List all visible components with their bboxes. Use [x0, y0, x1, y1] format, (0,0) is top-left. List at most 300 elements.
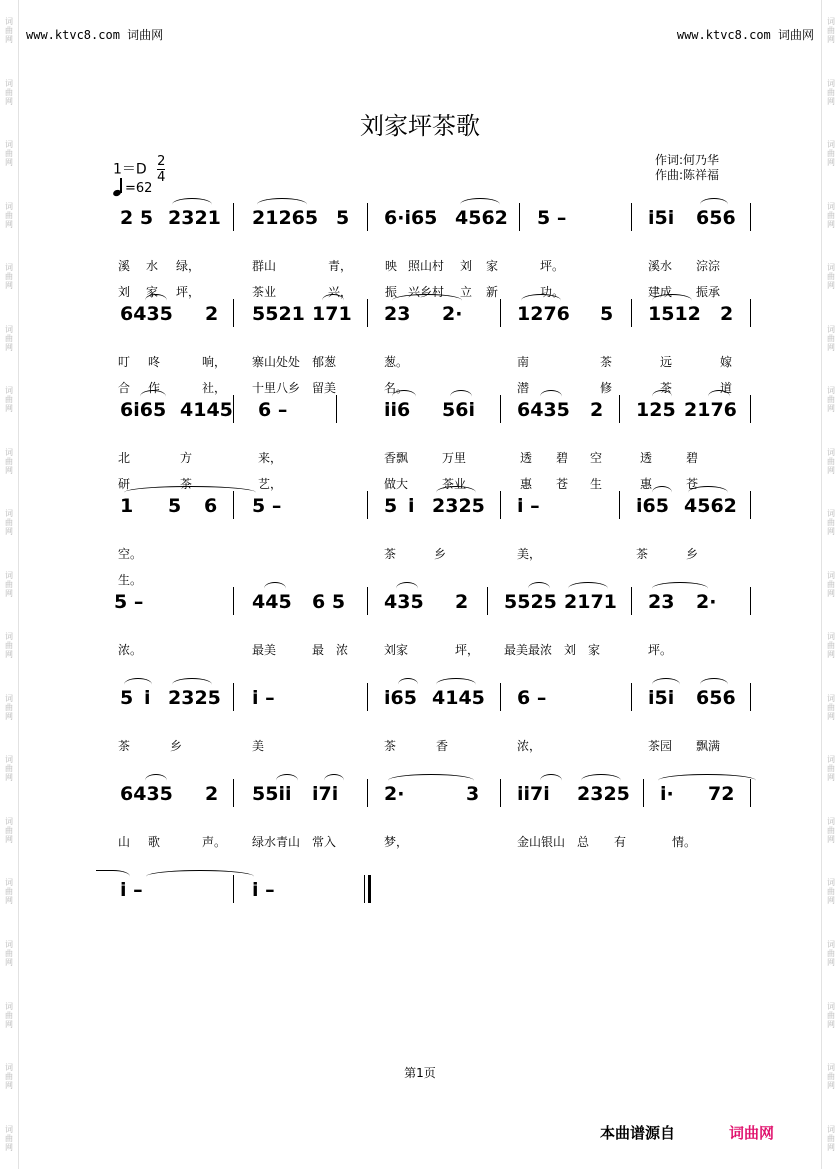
slur	[708, 390, 730, 403]
side-watermark: 词曲网	[4, 17, 14, 45]
barline	[750, 299, 751, 327]
lyric: 茶	[384, 547, 397, 561]
barline	[619, 491, 620, 519]
lyric: 美	[252, 739, 265, 753]
note-group: 2	[455, 591, 469, 613]
lyric: 碧	[686, 451, 699, 465]
lyric: 坪，	[455, 643, 480, 657]
lyric: 茶	[636, 547, 649, 561]
note-group: 2325	[577, 783, 630, 805]
side-watermark: 词曲网	[826, 693, 836, 721]
side-watermark: 词曲网	[4, 386, 14, 414]
note-group: i –	[252, 687, 275, 709]
lyric: 照山村	[408, 259, 445, 273]
side-watermark: 词曲网	[4, 78, 14, 106]
lyric: 刘家	[384, 643, 409, 657]
note-group: 2	[205, 303, 219, 325]
side-watermark: 词曲网	[826, 263, 836, 291]
note-group: 435	[384, 591, 424, 613]
slur	[398, 678, 418, 691]
barline	[631, 683, 632, 711]
note-group: 23	[648, 591, 675, 613]
note-group: i –	[252, 879, 275, 901]
side-watermark: 词曲网	[4, 509, 14, 537]
lyric: 茶园	[648, 739, 673, 753]
note-group: 55ii	[252, 783, 292, 805]
note-group: 445	[252, 591, 292, 613]
note-group: 6435	[120, 783, 173, 805]
lyric: 方	[180, 451, 193, 465]
note-group: 5	[600, 303, 614, 325]
side-watermark: 词曲网	[826, 939, 836, 967]
slur	[172, 678, 212, 691]
score-row	[0, 773, 840, 883]
score-row	[0, 485, 840, 595]
note-group: i	[144, 687, 151, 709]
side-watermark: 词曲网	[4, 939, 14, 967]
lyric: 苍	[686, 477, 699, 491]
lyric: 响，	[202, 355, 227, 369]
lyric: 茶	[180, 477, 193, 491]
barline	[233, 491, 234, 519]
lyric: 最美最浓	[504, 643, 553, 657]
note-group: i5i	[648, 207, 675, 229]
barline	[233, 203, 234, 231]
barline	[367, 683, 368, 711]
side-watermark: 词曲网	[826, 386, 836, 414]
score-row	[0, 581, 840, 691]
side-watermark: 词曲网	[826, 201, 836, 229]
lyric: 绿水青山	[252, 835, 301, 849]
barline	[750, 491, 751, 519]
note-group: 1	[120, 495, 134, 517]
note-group: 1276	[517, 303, 570, 325]
note-group: i·	[660, 783, 674, 805]
side-watermark: 词曲网	[4, 693, 14, 721]
source-credit	[600, 1122, 774, 1143]
note-group: 656	[696, 207, 736, 229]
lyric: 歌	[148, 835, 161, 849]
lyric: 研	[118, 477, 131, 491]
key-label: 1＝D	[113, 161, 147, 178]
lyric: 溪	[118, 259, 131, 273]
barline	[631, 299, 632, 327]
note-group: 56i	[442, 399, 475, 421]
side-watermark: 词曲网	[826, 1001, 836, 1029]
score-row	[0, 677, 840, 787]
tempo-marking	[113, 178, 152, 196]
note-group: 5521	[252, 303, 305, 325]
slur	[324, 774, 344, 787]
barline	[500, 395, 501, 423]
lyric: 叮	[118, 355, 131, 369]
lyric: 寨山处处	[252, 355, 301, 369]
note-group: 2	[590, 399, 604, 421]
note-group: 2325	[168, 687, 221, 709]
lyric: 常入	[312, 835, 337, 849]
note-group: i5i	[648, 687, 675, 709]
lyric: 有	[614, 835, 627, 849]
note-group: 23	[384, 303, 411, 325]
side-watermark: 词曲网	[4, 201, 14, 229]
notes-line	[0, 773, 840, 813]
lyric: 潜	[517, 381, 530, 395]
note-group: 6 5	[312, 591, 346, 613]
lyric: 留美	[312, 381, 337, 395]
lyric: 映	[385, 259, 398, 273]
note-group: 2·	[384, 783, 405, 805]
note-group: 2·	[696, 591, 717, 613]
side-watermark: 词曲网	[826, 78, 836, 106]
side-watermark: 词曲网	[4, 878, 14, 906]
slur	[652, 678, 680, 691]
lyric: 青，	[328, 259, 353, 273]
score-row	[0, 293, 840, 403]
lyric: 透	[640, 451, 653, 465]
side-watermark: 词曲网	[826, 755, 836, 783]
note-group: 5525	[504, 591, 557, 613]
slur	[450, 390, 472, 403]
note-group: 5	[384, 495, 398, 517]
lyric: 兴，	[328, 285, 353, 299]
lyric: 兴乡村	[408, 285, 445, 299]
side-watermark: 词曲网	[4, 263, 14, 291]
slur	[652, 390, 672, 403]
note-group: 6	[204, 495, 218, 517]
lyric: 建成	[648, 285, 673, 299]
note-group: 4145	[180, 399, 233, 421]
note-group: 2321	[168, 207, 221, 229]
slur	[257, 198, 307, 211]
final-barline-thin	[364, 875, 365, 903]
notes-line	[0, 581, 840, 621]
meter-top: 2	[157, 154, 166, 169]
note-group: 72	[708, 783, 735, 805]
note-group: 2	[205, 783, 219, 805]
note-group: i	[408, 495, 415, 517]
side-watermark: 词曲网	[4, 1001, 14, 1029]
slur	[521, 294, 561, 307]
lyric: 振	[385, 285, 398, 299]
note-group: 21265	[252, 207, 319, 229]
lyric: 十里八乡	[252, 381, 301, 395]
lyric: 乡	[686, 547, 699, 561]
note-group: 6 –	[517, 687, 547, 709]
site-url-right: www.ktvc8.com 词曲网	[676, 28, 814, 42]
notes-line	[0, 293, 840, 333]
lyric: 生	[590, 477, 603, 491]
barline	[233, 683, 234, 711]
note-group: i65	[384, 687, 417, 709]
note-group: 171	[312, 303, 352, 325]
score-row	[0, 389, 840, 499]
note-group: ii6	[384, 399, 411, 421]
lyric: 浓。	[118, 643, 143, 657]
barline	[367, 299, 368, 327]
side-watermark: 词曲网	[4, 816, 14, 844]
barline	[750, 587, 751, 615]
lyric: 合	[118, 381, 131, 395]
note-group: 4562	[455, 207, 508, 229]
score-row	[0, 197, 840, 307]
lyric: 刘	[118, 285, 131, 299]
source-label: 本曲谱源自	[600, 1124, 676, 1142]
slur	[700, 678, 728, 691]
slur	[172, 198, 212, 211]
lyric: 香飘	[384, 451, 409, 465]
slur	[145, 294, 167, 307]
lyricist: 作词:何乃华	[655, 153, 720, 167]
time-signature	[157, 154, 165, 185]
barline	[233, 779, 234, 807]
side-watermark: 词曲网	[4, 570, 14, 598]
barline	[631, 203, 632, 231]
barline	[500, 299, 501, 327]
barline	[519, 203, 520, 231]
final-barline-thick	[368, 875, 371, 903]
barline	[619, 395, 620, 423]
barline	[643, 779, 644, 807]
side-watermark: 词曲网	[4, 632, 14, 660]
note-group: 2171	[564, 591, 617, 613]
barline	[233, 587, 234, 615]
barline	[750, 395, 751, 423]
slur	[652, 486, 672, 499]
note-group: ii7i	[517, 783, 550, 805]
lyric: 坪，	[176, 285, 201, 299]
barline	[367, 779, 368, 807]
note-group: 6435	[517, 399, 570, 421]
barline	[367, 491, 368, 519]
side-watermark: 词曲网	[826, 632, 836, 660]
note-group: 2176	[684, 399, 737, 421]
lyric: 远	[660, 355, 673, 369]
lyric: 惠	[640, 477, 653, 491]
slur	[140, 390, 166, 403]
note-group: i65	[636, 495, 669, 517]
lyric: 家	[588, 643, 601, 657]
notes-line	[0, 485, 840, 525]
slur	[264, 582, 286, 595]
lyric: 来，	[258, 451, 283, 465]
slur	[146, 870, 254, 883]
lyric: 新	[486, 285, 499, 299]
barline	[750, 203, 751, 231]
slur	[652, 294, 692, 307]
side-watermark: 词曲网	[826, 324, 836, 352]
lyric: 道	[720, 381, 733, 395]
barline	[367, 587, 368, 615]
lyric: 总	[577, 835, 590, 849]
note-group: 5 –	[537, 207, 567, 229]
note-group: i –	[120, 879, 143, 901]
note-group: 4562	[684, 495, 737, 517]
meter-bottom: 4	[157, 170, 166, 185]
note-group: 125	[636, 399, 676, 421]
side-watermark: 词曲网	[4, 755, 14, 783]
note-group: 5 –	[252, 495, 282, 517]
site-url-left: www.ktvc8.com 词曲网	[26, 28, 164, 42]
note-group: 3	[466, 783, 480, 805]
lyric: 溪水	[648, 259, 673, 273]
lyric: 艺，	[258, 477, 283, 491]
note-group: 6·i65	[384, 207, 438, 229]
tempo-value: =62	[125, 181, 153, 196]
note-group: 2 5	[120, 207, 154, 229]
note-group: i7i	[312, 783, 339, 805]
lyric: 茶业	[442, 477, 467, 491]
quarter-note-icon	[113, 178, 122, 196]
song-title: 刘家坪茶歌	[360, 112, 480, 140]
source-brand[interactable]: 词曲网	[729, 1124, 775, 1142]
side-watermark: 词曲网	[826, 1124, 836, 1152]
barline	[750, 779, 751, 807]
lyric: 苍	[556, 477, 569, 491]
lyric: 乡	[170, 739, 183, 753]
slur	[688, 486, 728, 499]
lyric: 北	[118, 451, 131, 465]
lyric: 生。	[118, 573, 143, 587]
notes-line	[0, 197, 840, 237]
lyric: 名。	[384, 381, 409, 395]
notes-line	[0, 677, 840, 717]
lyric: 透	[520, 451, 533, 465]
note-group: i –	[517, 495, 540, 517]
slur	[392, 390, 416, 403]
barline	[336, 395, 337, 423]
lyric: 浓	[336, 643, 349, 657]
lyric: 金山银山	[517, 835, 566, 849]
lyric: 家	[486, 259, 499, 273]
lyric: 家	[146, 285, 159, 299]
side-watermark: 词曲网	[4, 1063, 14, 1091]
note-group: 5	[120, 687, 134, 709]
slur	[276, 774, 298, 787]
slur	[540, 774, 562, 787]
lyric: 作	[148, 381, 161, 395]
slur	[581, 774, 621, 787]
notes-line	[0, 869, 840, 909]
lyric: 声。	[202, 835, 227, 849]
lyric: 茶	[600, 355, 613, 369]
note-group: 4145	[432, 687, 485, 709]
lyric: 葱。	[384, 355, 409, 369]
lyric: 立	[460, 285, 473, 299]
lyric: 茶	[660, 381, 673, 395]
slur	[528, 582, 550, 595]
lyric: 最	[312, 643, 325, 657]
side-watermark: 词曲网	[4, 140, 14, 168]
slur	[322, 294, 344, 307]
barline	[750, 683, 751, 711]
side-watermark: 词曲网	[826, 816, 836, 844]
lyric: 修	[600, 381, 613, 395]
lyric: 茶业	[252, 285, 277, 299]
note-group: 6 –	[258, 399, 288, 421]
slur	[568, 582, 608, 595]
lyric: 茶	[118, 739, 131, 753]
note-group: 1512	[648, 303, 701, 325]
lyric: 山	[118, 835, 131, 849]
lyric: 刘	[460, 259, 473, 273]
lyric: 空。	[118, 547, 143, 561]
lyric: 浓，	[517, 739, 542, 753]
lyric: 惠	[520, 477, 533, 491]
notes-line	[0, 389, 840, 429]
lyric: 郁葱	[312, 355, 337, 369]
slur	[460, 198, 500, 211]
page-number: 第1页	[404, 1066, 436, 1080]
lyric: 淙淙	[696, 259, 721, 273]
lyric: 群山	[252, 259, 277, 273]
credits	[655, 153, 719, 183]
slur	[436, 678, 476, 691]
lyric: 美，	[517, 547, 542, 561]
note-group: 5 –	[114, 591, 144, 613]
barline	[500, 779, 501, 807]
barline	[500, 683, 501, 711]
lyric: 社，	[202, 381, 227, 395]
note-group: 5	[336, 207, 350, 229]
side-watermark: 词曲网	[826, 509, 836, 537]
lyric: 坪。	[648, 643, 673, 657]
note-group: 6435	[120, 303, 173, 325]
lyric: 做大	[384, 477, 409, 491]
lyric: 飘满	[696, 739, 721, 753]
slur	[124, 486, 256, 499]
barline	[487, 587, 488, 615]
lyric: 梦，	[384, 835, 409, 849]
lyric: 南	[517, 355, 530, 369]
slur	[540, 390, 562, 403]
side-watermark: 词曲网	[826, 17, 836, 45]
lyric: 功。	[540, 285, 565, 299]
note-group: 5	[168, 495, 182, 517]
note-group: 2·	[442, 303, 463, 325]
lyric: 香	[436, 739, 449, 753]
lyric: 空	[590, 451, 603, 465]
slur	[700, 198, 728, 211]
lyric: 绿，	[176, 259, 201, 273]
slur	[436, 486, 476, 499]
note-group: 2	[720, 303, 734, 325]
score-row	[0, 869, 840, 979]
barline	[631, 587, 632, 615]
side-watermark: 词曲网	[826, 1063, 836, 1091]
lyric: 情。	[672, 835, 697, 849]
lyric: 嫁	[720, 355, 733, 369]
lyric: 茶	[384, 739, 397, 753]
side-watermark: 词曲网	[4, 1124, 14, 1152]
note-group: 6i65	[120, 399, 167, 421]
lyric: 最美	[252, 643, 277, 657]
side-watermark: 词曲网	[4, 447, 14, 475]
lyric: 刘	[564, 643, 577, 657]
lyric: 咚	[148, 355, 161, 369]
side-watermark: 词曲网	[826, 878, 836, 906]
barline	[500, 491, 501, 519]
barline	[233, 299, 234, 327]
lyric: 万里	[442, 451, 467, 465]
side-watermark: 词曲网	[826, 570, 836, 598]
slur	[388, 774, 474, 787]
slur	[396, 582, 418, 595]
lyric: 碧	[556, 451, 569, 465]
note-group: 656	[696, 687, 736, 709]
side-watermark: 词曲网	[4, 324, 14, 352]
side-watermark: 词曲网	[826, 140, 836, 168]
note-group: 2325	[432, 495, 485, 517]
